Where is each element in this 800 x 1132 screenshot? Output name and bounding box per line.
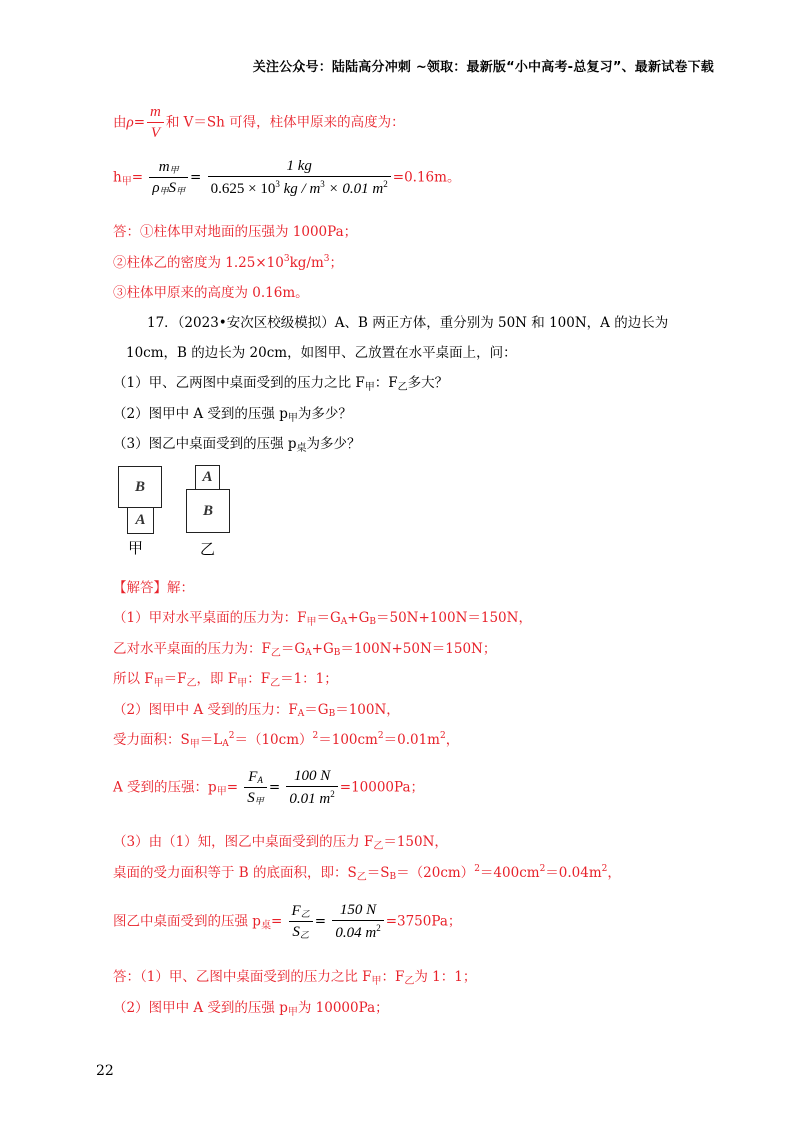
subscript: 桌: [296, 443, 307, 454]
denominator-value: 0.04 m: [335, 925, 377, 941]
numerator-value: 100 N: [286, 768, 337, 787]
subscript: A: [305, 648, 312, 658]
fraction-m-over-v: [147, 104, 164, 142]
solution-text: ＝（10cm）: [234, 732, 313, 748]
solution-text: ＝S: [366, 865, 390, 881]
fraction-100n-over-area: [286, 768, 337, 808]
solution-text: ＝0.01m: [383, 732, 440, 748]
text-prefix: 由: [113, 114, 127, 131]
solution-text: ＝F: [163, 671, 187, 687]
superscript: 2: [439, 731, 446, 741]
equals-sign: =: [131, 169, 144, 186]
answer-text: kg/m: [289, 255, 324, 271]
superscript: 2: [376, 923, 381, 933]
solution-text: +G: [347, 610, 370, 626]
subscript: B: [389, 872, 397, 882]
solution-line-8: [113, 861, 621, 883]
problem-17-line-2: 10cm，B 的边长为 20cm，如图甲、乙放置在水平桌面上，问：: [126, 345, 517, 361]
text-mid: 和 V＝Sh 可得，柱体甲原来的高度为：: [165, 114, 405, 131]
solution-pressure-a: [113, 768, 424, 808]
subscript: A: [297, 709, 305, 719]
jia-caption: 甲: [128, 539, 144, 557]
solution-text: ＝L: [199, 732, 223, 748]
denominator-value: 0.01 m: [289, 791, 331, 807]
subscript: A: [340, 617, 348, 627]
subscript: B: [328, 709, 336, 719]
denominator-part: 0.625 × 10: [210, 181, 276, 197]
question-1: [113, 371, 448, 393]
subscript: 甲: [254, 796, 264, 806]
solution-text: ＝G: [316, 610, 341, 626]
equals-sign: =: [270, 913, 283, 930]
subscript: 甲: [216, 786, 227, 798]
answer-16-line-3: ③柱体甲原来的高度为 0.16m。: [113, 285, 309, 301]
superscript: 2: [383, 179, 388, 189]
question-text: （2）图甲中 A 受到的压强 p: [113, 406, 288, 422]
solution-line-2: [113, 637, 496, 659]
solution-text: 桌面的受力面积等于 B 的底面积，即：S: [113, 865, 357, 881]
superscript: 3: [323, 254, 330, 264]
fraction-fa-over-s: [244, 769, 267, 807]
jia-block-a: A: [127, 507, 154, 534]
yi-block-a: A: [195, 465, 220, 490]
question-text: （3）图乙中桌面受到的压强 p: [113, 436, 297, 452]
superscript: 2: [601, 864, 608, 874]
subscript: 甲: [121, 176, 132, 188]
solution-line-1: [113, 606, 532, 628]
superscript: 3: [283, 254, 290, 264]
equals-sign: =: [268, 779, 281, 796]
subscript: 甲: [176, 186, 186, 196]
solution-line-4: [113, 698, 400, 719]
denominator-s: S: [247, 790, 255, 806]
subscript: 甲: [153, 678, 164, 689]
subscript: 甲: [306, 617, 317, 628]
fraction-numerator: m: [147, 104, 164, 123]
solution-heading: 【解答】解：: [113, 580, 194, 596]
fraction-numeric: [208, 158, 391, 198]
subscript: 甲: [364, 382, 375, 393]
fraction-denominator: V: [150, 125, 161, 141]
solution-text: A 受到的压强：p: [113, 779, 217, 796]
numerator-f: F: [291, 903, 301, 919]
solution-text: ＝400cm: [479, 865, 540, 881]
solution-text: +G: [311, 641, 334, 657]
solution-text: ，: [607, 865, 621, 881]
question-text: 为多少？: [297, 406, 352, 422]
answer-text: 答：（1）甲、乙图中桌面受到的压力之比 F: [113, 969, 372, 985]
equals-sign: =: [133, 114, 146, 131]
numerator-value: 150 N: [332, 902, 383, 921]
subscript: 乙: [404, 976, 415, 987]
solution-text: 所以 F: [113, 671, 154, 687]
solution-text: ＝50N+100N＝150N，: [376, 610, 532, 626]
equals-sign: =: [190, 169, 202, 186]
subscript: 乙: [270, 678, 281, 689]
solution-line-5: [113, 728, 459, 750]
denominator-part: kg / m: [279, 181, 321, 197]
page-number: 22: [96, 1063, 114, 1079]
solution-text: ＝0.04m: [545, 865, 602, 881]
fraction-150n-over-area: [332, 902, 383, 942]
subscript: 甲: [287, 413, 298, 424]
superscript: 2: [539, 864, 546, 874]
solution-text: ：F: [247, 671, 271, 687]
subscript: 乙: [300, 909, 310, 919]
jia-block-b: B: [118, 466, 162, 508]
solution-text: ＝1：1；: [280, 671, 338, 687]
question-text: （1）甲、乙两图中桌面受到的压力之比 F: [113, 375, 365, 391]
yi-block-b: B: [186, 489, 230, 533]
subscript: 桌: [260, 920, 271, 932]
question-text: ：F: [374, 375, 398, 391]
solution-text: ＝100N，: [335, 702, 400, 718]
subscript: A: [257, 775, 263, 785]
question-3: [113, 432, 361, 454]
subscript: 甲: [287, 1007, 298, 1018]
solution-text: 图乙中桌面受到的压强 p: [113, 913, 261, 930]
solution-text: （3）由（1）知，图乙中桌面受到的压力 F: [113, 834, 374, 850]
denominator-rho: ρ: [152, 180, 160, 196]
solution-pressure-table: [113, 902, 461, 942]
denominator-part: × 0.01 m: [324, 181, 384, 197]
denominator-s: S: [292, 924, 300, 940]
subscript: 乙: [299, 930, 309, 940]
formula-height-line: [113, 158, 460, 198]
result-value: 0.16m。: [404, 169, 461, 186]
superscript: 3: [275, 179, 280, 189]
equals-sign: =: [339, 779, 352, 796]
solution-line-7: [113, 830, 448, 852]
numerator-f: F: [248, 769, 258, 785]
answer-17-line-1: [113, 965, 476, 987]
subscript: 甲: [159, 186, 169, 196]
subscript: A: [222, 739, 229, 749]
answer-text: 为 10000Pa；: [297, 1000, 389, 1016]
superscript: 2: [312, 731, 319, 741]
subscript: B: [333, 648, 341, 658]
subscript: 甲: [237, 678, 248, 689]
subscript: 甲: [371, 976, 382, 987]
subscript: 乙: [373, 841, 384, 852]
subscript: 乙: [356, 872, 367, 883]
answer-16-line-2: [113, 251, 343, 271]
answer-text: ：F: [381, 969, 405, 985]
solution-text: ，即 F: [196, 671, 238, 687]
result-value: 3750Pa；: [397, 913, 462, 930]
superscript: 3: [320, 179, 325, 189]
solution-line-3: [113, 667, 338, 689]
superscript: 2: [377, 731, 384, 741]
numerator-value: 1 kg: [208, 158, 391, 177]
superscript: 2: [228, 731, 235, 741]
superscript: 2: [474, 864, 480, 874]
question-text: 为多少？: [306, 436, 361, 452]
solution-text: 乙对水平桌面的压力为：F: [113, 641, 271, 657]
subscript: 乙: [397, 382, 408, 393]
subscript: 甲: [169, 165, 179, 175]
equals-sign: =: [385, 913, 397, 930]
solution-text: ＝150N，: [383, 834, 448, 850]
solution-text: ，: [445, 732, 460, 748]
denominator-s: S: [168, 180, 177, 196]
answer-17-line-2: [113, 996, 389, 1018]
solution-text: （2）图甲中 A 受到的压力：F: [113, 702, 298, 718]
yi-caption: 乙: [200, 540, 216, 558]
fraction-f-over-s-yi: [289, 903, 313, 941]
page-header: 关注公众号：陆陆高分冲刺 ~领取：最新版“小中高考-总复习”、最新试卷下载: [252, 60, 714, 75]
numerator-m: m: [158, 159, 170, 175]
solution-text: 受力面积：S: [113, 732, 190, 748]
equals-sign: =: [392, 169, 405, 186]
subscript: B: [369, 617, 376, 627]
formula-density-line: [113, 104, 405, 142]
equals-sign: =: [314, 913, 327, 930]
solution-text: ＝100N+50N＝150N；: [340, 641, 497, 657]
symbol-h: h: [113, 169, 122, 186]
answer-16-line-1: 答：①柱体甲对地面的压强为 1000Pa；: [113, 224, 358, 240]
superscript: 2: [330, 789, 335, 799]
problem-17-line-1: 17．（2023•安次区校级模拟）A、B 两正方体，重分别为 50N 和 100N，A 的边长为: [147, 315, 669, 331]
symbol-rho: ρ: [126, 114, 134, 131]
solution-text: ＝G: [304, 702, 329, 718]
answer-text: 为 1：1；: [414, 969, 477, 985]
fraction-m-over-rho-s: [149, 159, 188, 197]
solution-text: ＝100cm: [318, 732, 378, 748]
solution-text: ＝（20cm）: [396, 865, 475, 881]
subscript: 乙: [270, 648, 281, 659]
question-2: [113, 402, 352, 424]
equals-sign: =: [226, 779, 238, 796]
answer-text: （2）图甲中 A 受到的压强 p: [113, 1000, 288, 1016]
question-text: 多大？: [407, 375, 449, 391]
answer-text: ；: [329, 255, 343, 271]
result-value: 10000Pa；: [351, 779, 425, 796]
answer-text: ②柱体乙的密度为 1.25×10: [113, 255, 284, 271]
subscript: 乙: [186, 678, 197, 689]
subscript: 甲: [189, 739, 200, 750]
solution-text: （1）甲对水平桌面的压力为：F: [113, 610, 307, 626]
solution-text: ＝G: [280, 641, 306, 657]
